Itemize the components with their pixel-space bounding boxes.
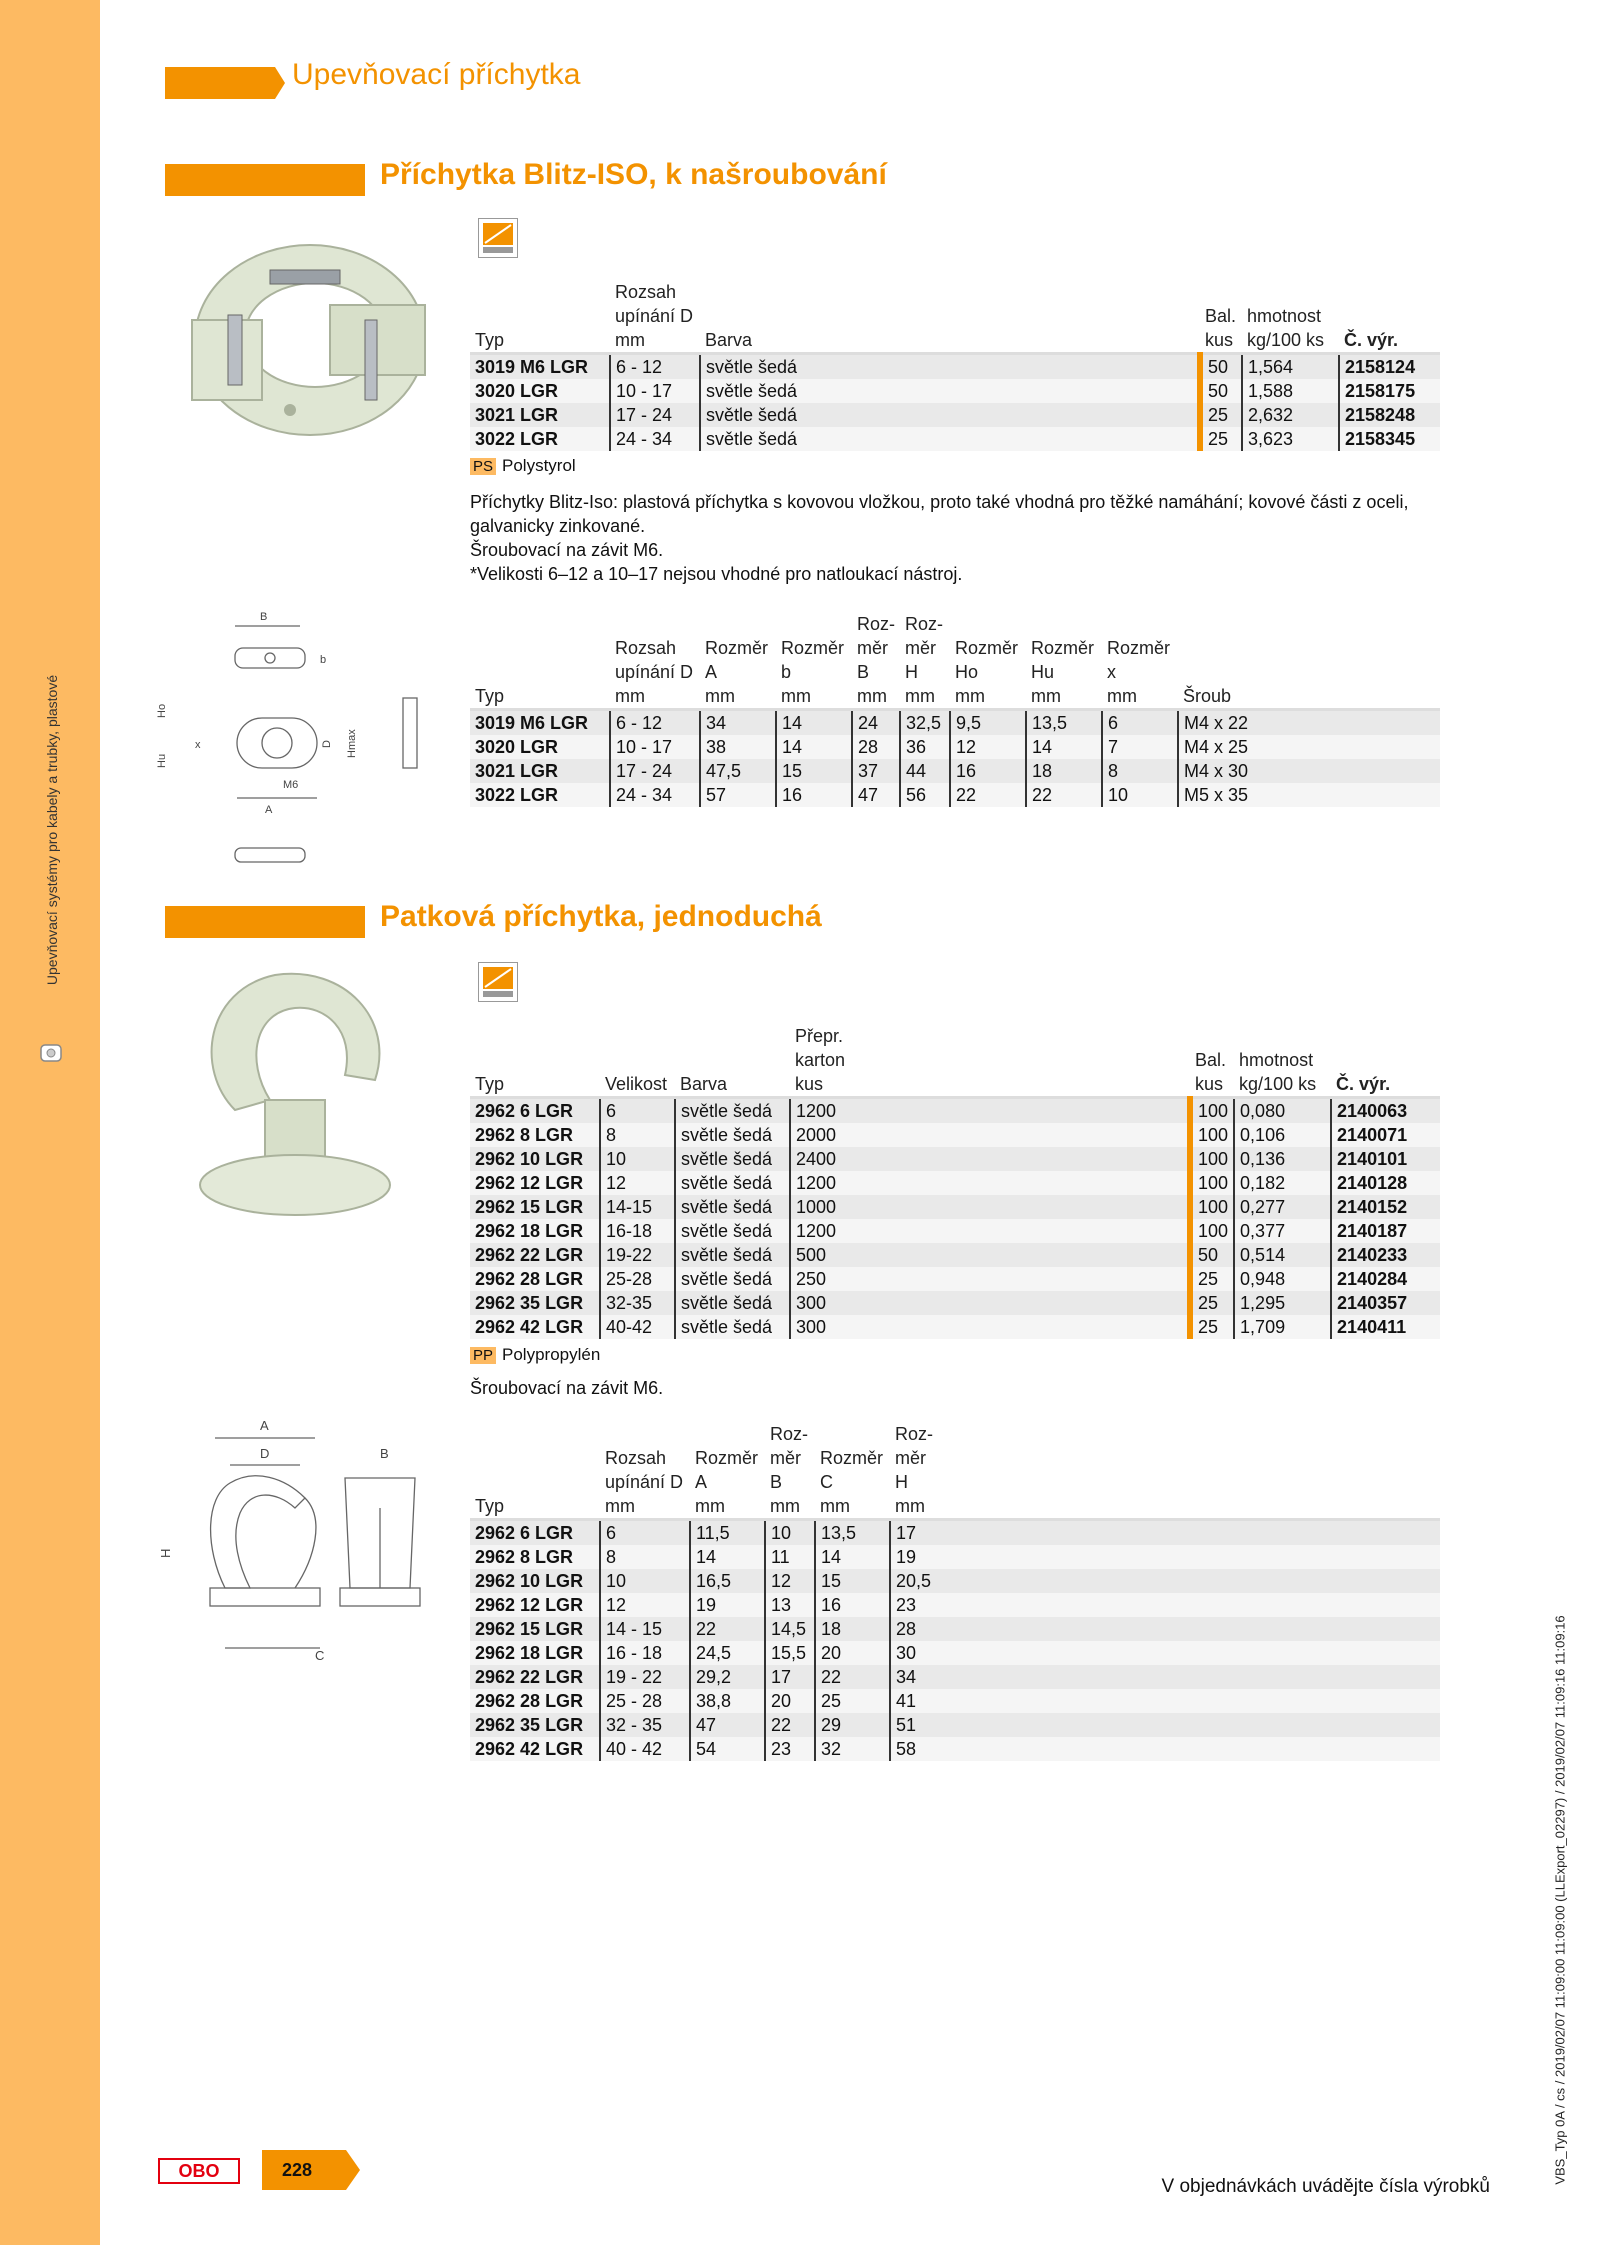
saddle-clip-dimension-drawing [155,1418,425,1678]
svg-text:M6: M6 [283,779,299,791]
table-row: 2962 8 LGR 8 světle šedá 2000 100 0,106 2140071 [470,1123,1440,1147]
table-row: 3020 LGR 10 - 17 38 14 28 36 12 14 7 M4 x 25 [470,735,1440,759]
table-row: 2962 10 LGR 10 světle šedá 2400 100 0,136 2140101 [470,1147,1440,1171]
table-row: 2962 15 LGR 14 - 15 22 14,5 18 28 [470,1617,1440,1641]
svg-text:A: A [265,804,273,816]
table-row: 2962 42 LGR 40 - 42 54 23 32 58 [470,1737,1440,1761]
flexible-badge-icon [478,218,518,258]
table-row: 3019 M6 LGR 6 - 12 světle šedá 50 1,564 2158124 [470,354,1440,380]
table-row: 2962 18 LGR 16 - 18 24,5 15,5 20 30 [470,1641,1440,1665]
table-row: 2962 22 LGR 19 - 22 29,2 17 22 34 [470,1665,1440,1689]
section2-material [470,1345,600,1365]
section1-title: Příchytka Blitz-ISO, k našroubování [380,158,887,191]
section1-description: Příchytky Blitz-Iso: plastová příchytka s kovovou vložkou, proto také vhodná pro těžké namáhání; kovové části z oceli, galvanicky zinkované. Šroubovací na závit M6. *Velikosti 6–12 a 10–17 nejsou vhodné pro natloukací nástroj. [470,492,1409,584]
table-row: 3022 LGR 24 - 34 57 16 47 56 22 22 10 M5 x 35 [470,783,1440,807]
sidebar-text: Upevňovací systémy pro kabely a trubky, plastové [44,674,60,986]
right-margin-text: VBS_Typ 0A / cs / 2019/02/07 11:09:00 11:09:00 (LLExport_02297) / 2019/02/07 11:09:16 11:09:16 [1552,1615,1568,2185]
table-row: 3021 LGR 17 - 24 světle šedá 25 2,632 2158248 [470,403,1440,427]
svg-text:A: A [260,1418,269,1433]
flexible-badge-icon [478,962,518,1002]
table-row: 2962 28 LGR 25 - 28 38,8 20 25 41 [470,1689,1440,1713]
table-row: 3022 LGR 24 - 34 světle šedá 25 3,623 2158345 [470,427,1440,451]
section2-dimension-table: Roz- Roz- Rozsah Rozměr měr Rozměr měr upínání D A B C H Typ mm mm mm mm mm 2962 6 LGR 6 11,5 10 13,5 17 2962 8 LGR 8 14 11 14 19 2962 10 LGR 10 16,5 12 15 20,5 2962 12 LGR 12 19 13 16 23 2962 15 LGR 14 - 15 22 14,5 18 28 2962 18 LGR 16 - 18 24,5 15,5 20 30 2962 22 LGR 19 - 22 29,2 17 22 34 2962 28 LGR 25 - 28 38,8 20 25 41 2962 35 LGR 32 - 35 47 22 29 51 2962 42 LGR 40 - 42 54 23 32 58 [470,1422,1440,1761]
saddle-clip-image [195,960,395,1230]
svg-text:H: H [158,1548,173,1558]
section2-note: Šroubovací na závit M6. [470,1378,664,1398]
section2-title: Patková příchytka, jednoduchá [380,900,822,933]
table-row: 2962 10 LGR 10 16,5 12 15 20,5 [470,1569,1440,1593]
table-row: 2962 28 LGR 25-28 světle šedá 250 25 0,948 2140284 [470,1267,1440,1291]
svg-text:D: D [321,740,333,748]
section2-order-table: Přepr. karton Bal. hmotnost Typ Velikost Barva kus kus kg/100 ks Č. výr. 2962 6 LGR 6 světle šedá 1200 100 0,080 2140063 2962 8 LGR 8 světle šedá 2000 100 0,106 2140071 2962 10 LGR 10 světle šedá 2400 100 0,136 2140101 2962 12 LGR 12 světle šedá 1200 100 0,182 2140128 2962 15 LGR 14-15 světle šedá 1000 100 0,277 2140152 2962 18 LGR 16-18 světle šedá 1200 100 0,377 2140187 2962 22 LGR 19-22 světle šedá 500 50 0,514 2140233 2962 28 LGR 25-28 světle šedá 250 25 0,948 2140284 2962 35 LGR 32-35 světle šedá 300 25 1,295 2140357 2962 42 LGR 40-42 světle šedá 300 25 1,709 2140411 [470,1024,1440,1339]
material-name: Polystyrol [502,456,576,475]
table-row: 3020 LGR 10 - 17 světle šedá 50 1,588 2158175 [470,379,1440,403]
product-category-icon [38,1040,64,1066]
table-row: 2962 12 LGR 12 světle šedá 1200 100 0,182 2140128 [470,1171,1440,1195]
table-row: 3021 LGR 17 - 24 47,5 15 37 44 16 18 8 M4 x 30 [470,759,1440,783]
svg-text:Hu: Hu [156,753,168,768]
material-code-badge: PP [470,1347,496,1364]
svg-text:B: B [260,611,268,623]
svg-text:x: x [195,739,201,751]
svg-text:B: B [380,1446,389,1461]
material-code-badge: PS [470,458,496,475]
header-tab-arrow [275,67,285,99]
table-row: 2962 22 LGR 19-22 světle šedá 500 50 0,514 2140233 [470,1243,1440,1267]
svg-text:OBO: OBO [178,2161,220,2181]
section1-dimension-table: Roz- Roz- Rozsah Rozměr Rozměr měr měr Rozměr Rozměr Rozměr upínání D A b B H Ho Hu x Typ mm mm mm mm mm mm mm mm Šroub 3019 M6 LGR 6 - 12 34 14 24 32,5 9,5 13,5 6 M4 x 22 3020 LGR 10 - 17 38 14 28 36 12 14 7 M4 x 25 3021 LGR 17 - 24 47,5 15 37 44 16 18 8 M4 x 30 3022 LGR 24 - 34 57 16 47 56 22 22 10 M5 x 35 [470,612,1440,807]
table-row: 2962 8 LGR 8 14 11 14 19 [470,1545,1440,1569]
table-row: 2962 15 LGR 14-15 světle šedá 1000 100 0,277 2140152 [470,1195,1440,1219]
table-row: 3019 M6 LGR 6 - 12 34 14 24 32,5 9,5 13,5 6 M4 x 22 [470,710,1440,736]
footer-text: V objednávkách uvádějte čísla výrobků [1161,2176,1490,2197]
svg-text:Hmax: Hmax [346,729,358,758]
obo-logo [158,2158,240,2184]
svg-text:D: D [260,1446,270,1461]
material-name: Polypropylén [502,1345,601,1364]
table-row: 2962 35 LGR 32-35 světle šedá 300 25 1,295 2140357 [470,1291,1440,1315]
header-tab [165,67,275,99]
table-row: 2962 35 LGR 32 - 35 47 22 29 51 [470,1713,1440,1737]
table-row: 2962 18 LGR 16-18 světle šedá 1200 100 0,377 2140187 [470,1219,1440,1243]
table-row: 2962 6 LGR 6 světle šedá 1200 100 0,080 2140063 [470,1098,1440,1124]
blitz-iso-dimension-drawing [155,608,425,868]
table-row: 2962 6 LGR 6 11,5 10 13,5 17 [470,1520,1440,1546]
svg-text:Ho: Ho [156,703,168,718]
page-title: Upevňovací příchytka [292,58,581,91]
section2-tab [165,906,365,938]
sidebar [0,0,100,2245]
section1-tab [165,164,365,196]
svg-text:C: C [315,1648,325,1663]
section1-material [470,456,576,476]
page-number: 228 [262,2150,346,2190]
table-row: 2962 42 LGR 40-42 světle šedá 300 25 1,709 2140411 [470,1315,1440,1339]
table-row: 2962 12 LGR 12 19 13 16 23 [470,1593,1440,1617]
svg-text:b: b [320,654,327,666]
page-number-arrow [346,2150,360,2190]
blitz-iso-clip-image [180,210,440,460]
section1-order-table: Rozsah upínání D Bal. hmotnost Typ mm Barva kus kg/100 ks Č. výr. 3019 M6 LGR 6 - 12 světle šedá 50 1,564 2158124 3020 LGR 10 - 17 světle šedá 50 1,588 2158175 3021 LGR 17 - 24 světle šedá 25 2,632 2158248 3022 LGR 24 - 34 světle šedá 25 3,623 2158345 [470,280,1440,451]
